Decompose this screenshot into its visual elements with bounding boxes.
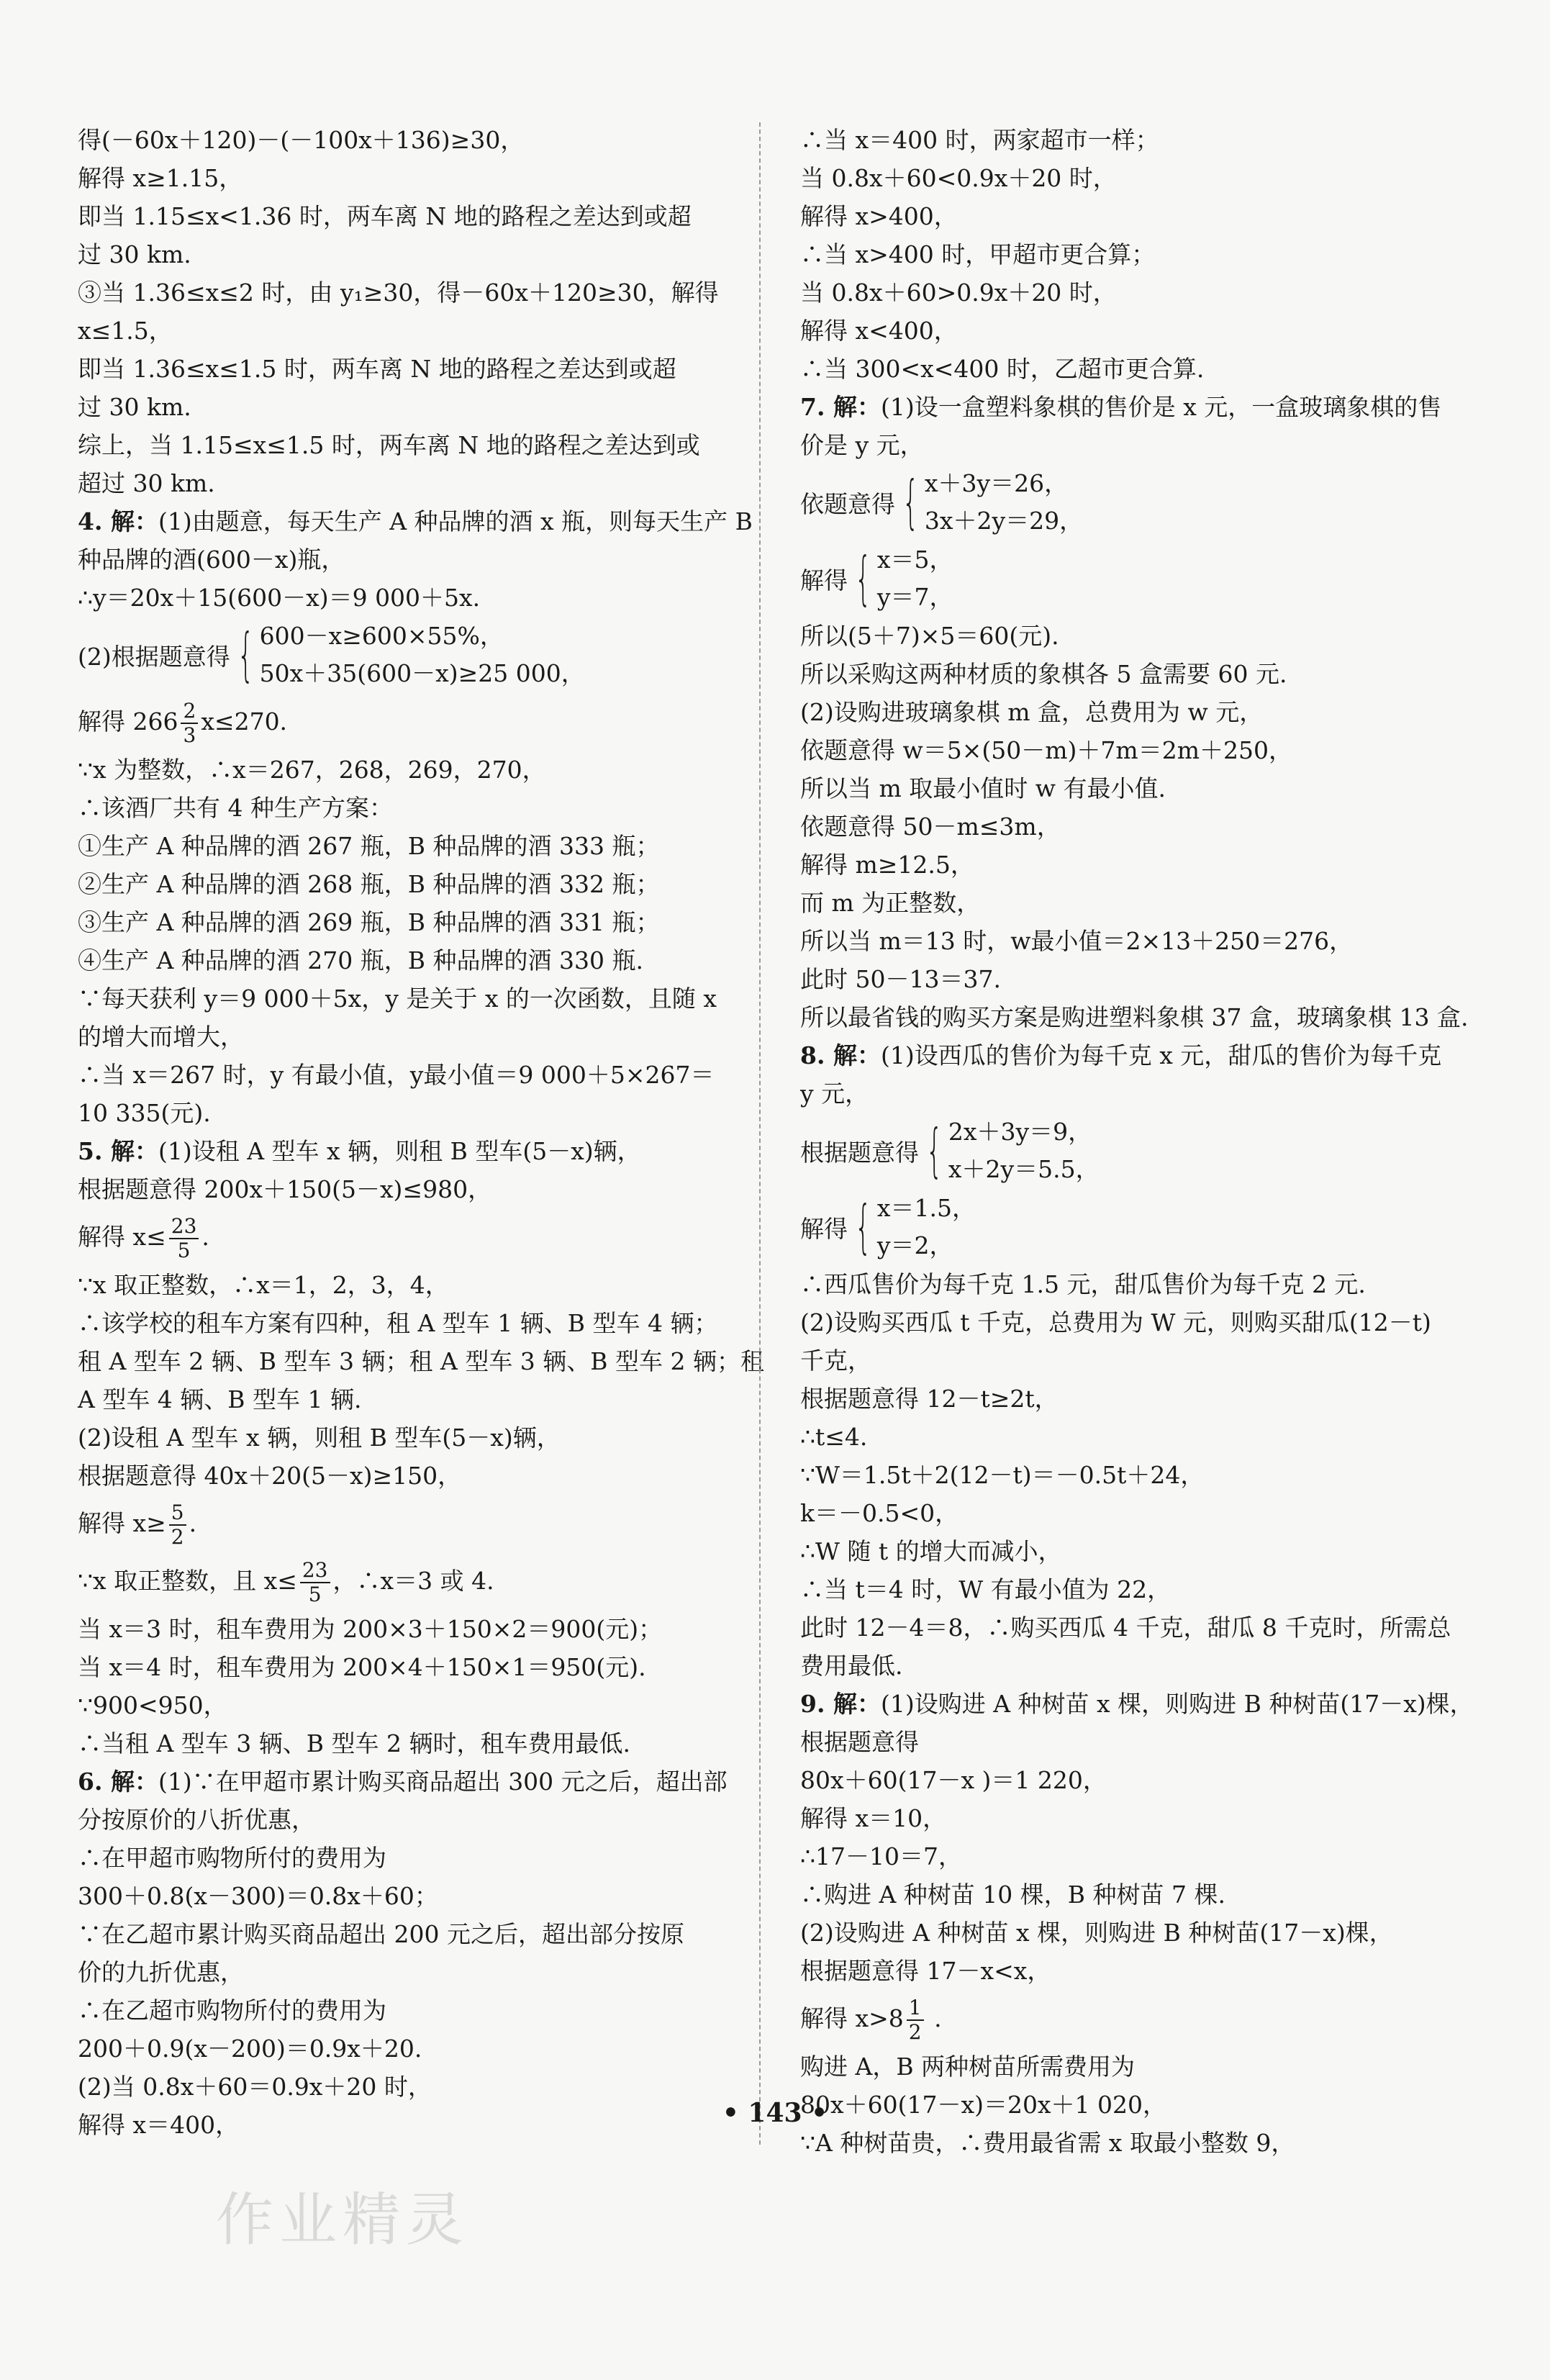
fraction: $\frac{23}{5}$ — [300, 1559, 330, 1606]
text-line: 6. 解：(1)∵在甲超市累计购买商品超出 300 元之后，超出部 — [78, 1768, 728, 1796]
text-line: 千克， — [800, 1347, 871, 1375]
text-line: x≤1.5， — [78, 317, 173, 345]
text-line: 解得 x≤ $\frac{23}{5}$ . — [78, 1214, 209, 1262]
text-line: ∴该学校的租车方案有四种，租 A 型车 1 辆、B 型车 4 辆； — [78, 1309, 718, 1337]
text-line: ②生产 A 种品牌的酒 268 瓶，B 种品牌的酒 332 瓶； — [78, 870, 660, 898]
equation-system — [800, 1189, 1477, 1265]
text-line: 过 30 km. — [78, 393, 191, 421]
text-line: 根据题意得 — [800, 1728, 919, 1756]
text-line: ∴西瓜售价为每千克 1.5 元，甜瓜售价为每千克 2 元. — [800, 1270, 1366, 1298]
text-line: 过 30 km. — [78, 240, 191, 268]
text-line: ③当 1.36≤x≤2 时，由 y₁≥30，得－60x＋120≥30，解得 — [78, 279, 719, 307]
text-line: 所以当 m＝13 时，w最小值＝2×13＋250＝276， — [800, 927, 1354, 955]
question-number: 7. 解： — [800, 393, 881, 421]
text-line: 根据题意得 200x＋150(5－x)≤980， — [78, 1175, 492, 1203]
text-line: 价是 y 元， — [800, 431, 924, 459]
text-line: 解得 x>400， — [800, 202, 958, 230]
text-line: 7. 解：(1)设一盒塑料象棋的售价是 x 元，一盒玻璃象棋的售 — [800, 393, 1442, 421]
text-line: ∴当 x＝267 时，y 有最小值，y最小值＝9 000＋5×267＝ — [78, 1061, 715, 1089]
text-line: A 型车 4 辆、B 型车 1 辆. — [78, 1385, 362, 1413]
text-line: 解得 m≥12.5， — [800, 851, 974, 879]
text-line: ∴y＝20x＋15(600－x)＝9 000＋5x. — [78, 584, 481, 612]
system-label: (2)根据题意得 — [78, 642, 230, 671]
text-line: 所以(5＋7)×5＝60(元). — [800, 622, 1059, 650]
text-line: 根据题意得 12－t≥2t， — [800, 1385, 1059, 1413]
text-line: ∴当 x＝400 时，两家超市一样； — [800, 126, 1159, 154]
equation-row: 50x＋35(600－x)≥25 000， — [259, 659, 585, 687]
text-line: (2)设购买西瓜 t 千克，总费用为 W 元，则购买甜瓜(12－t) — [800, 1308, 1431, 1336]
text-line: k＝－0.5<0， — [800, 1499, 959, 1527]
text-line: 根据题意得 17－x<x， — [800, 1957, 1051, 1985]
text-line: (2)设购进 A 种树苗 x 棵，则购进 B 种树苗(17－x)棵， — [800, 1919, 1393, 1947]
text-line: 租 A 型车 2 辆、B 型车 3 辆；租 A 型车 3 辆、B 型车 2 辆；租 — [78, 1347, 765, 1375]
text-line: (2)设租 A 型车 x 辆，则租 B 型车(5－x)辆， — [78, 1424, 561, 1452]
text-line: ∵W＝1.5t＋2(12－t)＝－0.5t＋24， — [800, 1461, 1205, 1489]
watermark-logo: 作业精灵 — [216, 2186, 469, 2253]
text-line: 而 m 为正整数， — [800, 889, 981, 917]
text-line: 80x＋60(17－x)＝20x＋1 020， — [800, 2091, 1167, 2119]
equation-row: x＋2y＝5.5， — [948, 1155, 1100, 1183]
text-line: 解得 x＝10， — [800, 1804, 947, 1832]
text-line: ①生产 A 种品牌的酒 267 瓶，B 种品牌的酒 333 瓶； — [78, 832, 660, 860]
text-line: 当 x＝3 时，租车费用为 200×3＋150×2＝900(元)； — [78, 1615, 663, 1643]
equation-system — [78, 617, 740, 693]
text-line: 此时 50－13＝37. — [800, 965, 1001, 993]
question-number: 5. 解： — [78, 1137, 158, 1165]
text-line: ∴W 随 t 的增大而减小， — [800, 1537, 1062, 1565]
brace-symbol: { — [902, 469, 919, 535]
text-line: 费用最低. — [800, 1652, 903, 1680]
right-column — [800, 121, 1477, 2162]
equation-row: x＝1.5， — [876, 1194, 976, 1222]
brace-symbol: { — [925, 1117, 943, 1184]
text-line: 5. 解：(1)设租 A 型车 x 辆，则租 B 型车(5－x)辆， — [78, 1137, 641, 1165]
text-line: 依题意得 w＝5×(50－m)＋7m＝2m＋250， — [800, 736, 1292, 764]
text-line: ∴当 300<x<400 时，乙超市更合算. — [800, 355, 1205, 383]
text-line: 解得 x＝400， — [78, 2111, 240, 2139]
text-line: (2)设购进玻璃象棋 m 盒，总费用为 w 元， — [800, 698, 1264, 726]
question-number: 6. 解： — [78, 1768, 158, 1796]
equation-row: y＝2， — [876, 1231, 953, 1259]
text-line: 依题意得 50－m≤3m， — [800, 813, 1061, 841]
text-line: ∴购进 A 种树苗 10 棵，B 种树苗 7 棵. — [800, 1881, 1225, 1909]
text-line: 即当 1.15≤x<1.36 时，两车离 N 地的路程之差达到或超 — [78, 202, 692, 230]
text-line: ∴当租 A 型车 3 辆、B 型车 2 辆时，租车费用最低. — [78, 1729, 630, 1757]
text-line: 10 335(元). — [78, 1099, 211, 1127]
equation-system — [800, 540, 1477, 617]
text-line: 种品牌的酒(600－x)瓶， — [78, 546, 345, 574]
text-line: 所以采购这两种材质的象棋各 5 盒需要 60 元. — [800, 660, 1287, 688]
text-line: 当 0.8x＋60>0.9x＋20 时， — [800, 279, 1117, 307]
text-line: 分按原价的八折优惠， — [78, 1806, 315, 1834]
equation-row: y＝7， — [876, 583, 953, 611]
text-line: ∵900<950， — [78, 1691, 227, 1719]
text-line: 解得 x≥ $\frac{5}{2}$ . — [78, 1501, 197, 1549]
equation-row: 600－x≥600×55%， — [259, 622, 504, 650]
text-line: ∵每天获利 y＝9 000＋5x，y 是关于 x 的一次函数，且随 x — [78, 985, 717, 1013]
text-line: ∵x 为整数，∴x＝267，268，269，270， — [78, 756, 546, 784]
text-line: y 元， — [800, 1080, 869, 1108]
text-line: ∴该酒厂共有 4 种生产方案： — [78, 794, 393, 822]
question-number: 9. 解： — [800, 1690, 881, 1718]
text-line: 此时 12－4＝8，∴购买西瓜 4 千克，甜瓜 8 千克时，所需总 — [800, 1614, 1451, 1642]
text-line: 所以当 m 取最小值时 w 有最小值. — [800, 774, 1166, 802]
text-line: 解得 x>8 $\frac{1}{2}$ . — [800, 1996, 942, 2044]
text-line: 300＋0.8(x－300)＝0.8x＋60； — [78, 1882, 438, 1910]
page-number: • 143 • — [722, 2098, 828, 2128]
system-label: 解得 — [800, 566, 848, 594]
brace-symbol: { — [237, 621, 254, 688]
text-line: 购进 A，B 两种树苗所需费用为 — [800, 2053, 1136, 2081]
text-line: 得(－60x＋120)－(－100x＋136)≥30， — [78, 126, 525, 154]
equation-system — [800, 1113, 1477, 1189]
column-divider — [759, 122, 761, 2145]
question-number: 8. 解： — [800, 1041, 881, 1069]
text-line: 200＋0.9(x－200)＝0.9x＋20. — [78, 2035, 422, 2063]
text-line: (2)当 0.8x＋60＝0.9x＋20 时， — [78, 2073, 432, 2101]
text-line: ∴t≤4. — [800, 1423, 868, 1451]
system-label: 解得 — [800, 1214, 848, 1243]
fraction: $\frac{1}{2}$ — [907, 1996, 924, 2044]
system-label: 根据题意得 — [800, 1138, 919, 1167]
text-line: 综上，当 1.15≤x≤1.5 时，两车离 N 地的路程之差达到或 — [78, 431, 700, 459]
text-line: ④生产 A 种品牌的酒 270 瓶，B 种品牌的酒 330 瓶. — [78, 946, 643, 974]
text-line: ∴当 t＝4 时，W 有最小值为 22， — [800, 1575, 1171, 1603]
equation-system — [800, 464, 1477, 540]
text-line: 的增大而增大， — [78, 1023, 244, 1051]
text-line: 价的九折优惠， — [78, 1958, 244, 1986]
text-line: 解得 266 $\frac{2}{3}$ x≤270. — [78, 699, 288, 747]
equation-row: x＝5， — [876, 546, 953, 574]
text-line: ∴17－10＝7， — [800, 1842, 962, 1870]
text-line: 4. 解：(1)由题意，每天生产 A 种品牌的酒 x 瓶，则每天生产 B — [78, 507, 753, 535]
text-line: 解得 x≥1.15， — [78, 164, 243, 192]
brace-symbol: { — [854, 545, 871, 612]
text-line: ∴当 x>400 时，甲超市更合算； — [800, 240, 1156, 268]
system-label: 依题意得 — [800, 489, 895, 518]
text-line: 80x＋60(17－x )＝1 220， — [800, 1766, 1107, 1794]
brace-symbol: { — [854, 1193, 871, 1260]
equation-row: x＋3y＝26， — [924, 469, 1069, 497]
text-line: 所以最省钱的购买方案是购进塑料象棋 37 盒，玻璃象棋 13 盒. — [800, 1003, 1469, 1031]
fraction: $\frac{2}{3}$ — [181, 700, 198, 747]
text-line: 当 0.8x＋60<0.9x＋20 时， — [800, 164, 1117, 192]
text-line: 根据题意得 40x＋20(5－x)≥150， — [78, 1462, 462, 1490]
fraction: $\frac{5}{2}$ — [169, 1501, 186, 1549]
text-line: 即当 1.36≤x≤1.5 时，两车离 N 地的路程之差达到或超 — [78, 355, 676, 383]
text-line: ∵x 取正整数，∴x＝1，2，3，4， — [78, 1271, 449, 1299]
text-line: 当 x＝4 时，租车费用为 200×4＋150×1＝950(元). — [78, 1653, 646, 1681]
text-line: 9. 解：(1)设购进 A 种树苗 x 棵，则购进 B 种树苗(17－x)棵， — [800, 1690, 1474, 1718]
text-line: 8. 解：(1)设西瓜的售价为每千克 x 元，甜瓜的售价为每千克 — [800, 1041, 1442, 1069]
fraction: $\frac{23}{5}$ — [169, 1215, 199, 1262]
text-line: ∵A 种树苗贵，∴费用最省需 x 取最小整数 9， — [800, 2129, 1295, 2157]
left-column — [78, 121, 765, 2144]
text-line: ∴在甲超市购物所付的费用为 — [78, 1844, 386, 1872]
equation-row: 3x＋2y＝29， — [924, 507, 1084, 535]
text-line: ∵在乙超市累计购买商品超出 200 元之后，超出部分按原 — [78, 1920, 684, 1948]
equation-row: 2x＋3y＝9， — [948, 1118, 1092, 1146]
question-number: 4. 解： — [78, 507, 158, 535]
text-line: ∴在乙超市购物所付的费用为 — [78, 1996, 386, 2024]
text-line: ∵x 取正整数，且 x≤ $\frac{23}{5}$ ，∴x＝3 或 4. — [78, 1558, 494, 1606]
text-line: 解得 x<400， — [800, 317, 958, 345]
text-line: ③生产 A 种品牌的酒 269 瓶，B 种品牌的酒 331 瓶； — [78, 908, 660, 936]
text-line: 超过 30 km. — [78, 469, 215, 497]
